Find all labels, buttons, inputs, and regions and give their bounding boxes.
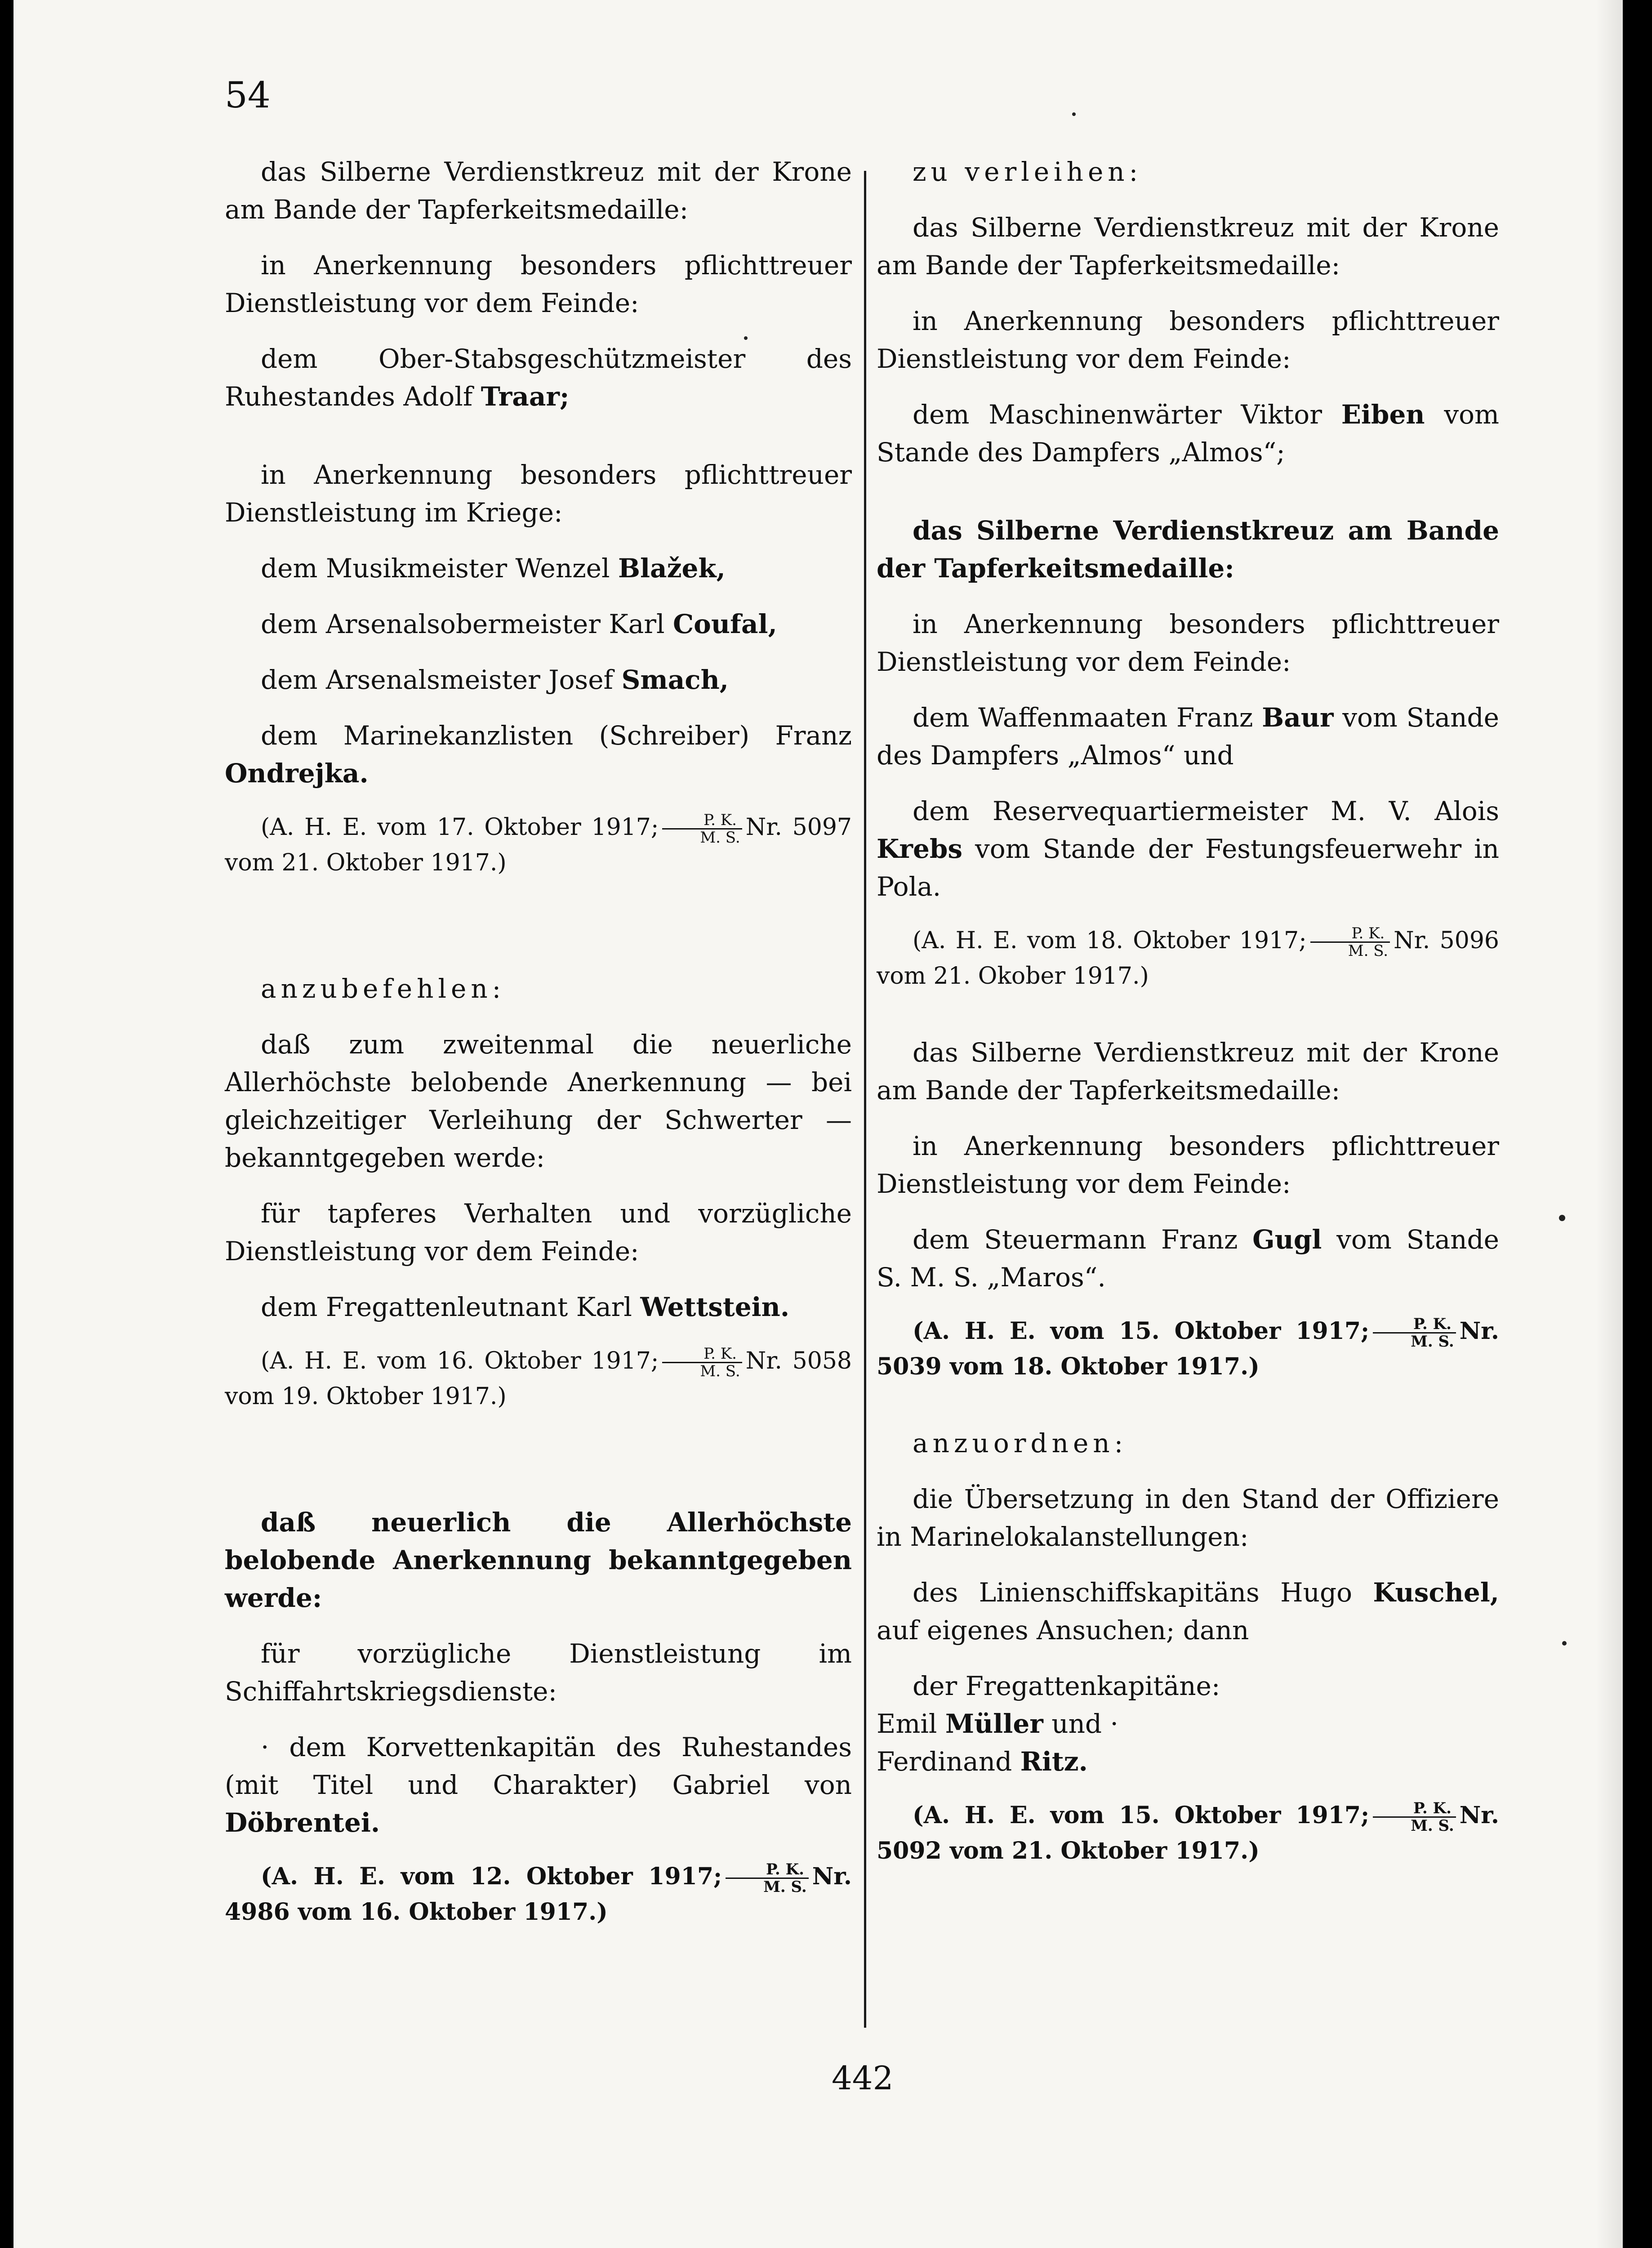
left-column [225,153,852,1929]
fraction-denominator: M. S. [700,1362,740,1380]
recipient-text: vom Stande des Dampfers „Almos“ und [877,702,1500,771]
recipient-name: Gugl [1252,1224,1322,1255]
fraction-numerator: P. K. [726,1861,809,1879]
recipient-entry [877,1574,1499,1649]
fraction-denominator: M. S. [1348,942,1389,960]
citation-text: Nr. 5096 vom 21. Okober 1917.) [877,927,1499,990]
citation-text: (A. H. E. vom 15. Oktober 1917; [913,1317,1370,1345]
award-reason: in Anerkennung besonders pflichttreuer Dienstleistung vor dem Feinde: [877,1131,1499,1199]
citation-text: Nr. 5092 vom 21. Oktober 1917.) [877,1802,1499,1864]
recipient-text: dem Musikmeister Wenzel [261,553,618,584]
fraction-numerator: P. K. [1373,1316,1456,1334]
section-heading: anzubefehlen: [261,973,506,1004]
recipient-text: dem Marinekanzlisten (Schreiber) Franz [261,720,852,751]
decree-text: daß neuerlich die Allerhöchste belobende Anerkennung bekanntgegeben werde: [225,1507,852,1613]
recipient-text: dem Maschinenwärter Viktor [913,399,1341,430]
ink-speck [1559,1215,1565,1221]
citation-text: (A. H. E. vom 18. Oktober 1917; [913,927,1307,954]
decree-text: die Übersetzung in den Stand der Offiziere in Marinelokalanstellungen: [877,1484,1499,1552]
recipient-name: Wettstein. [640,1292,790,1322]
award-reason: in Anerkennung besonders pflichttreuer Dienstleistung vor dem Feinde: [225,250,852,318]
citation [225,1344,852,1414]
citation [877,1798,1499,1868]
recipient-text: auf eigenes Ansuchen; dann [877,1615,1249,1646]
recipient-text: des Linienschiffskapitäns Hugo [913,1577,1373,1608]
recipient-name: Blažek, [618,553,726,584]
recipient-text: und · [1043,1708,1118,1739]
ink-speck [1562,1641,1567,1646]
sheet-number: 442 [832,2059,894,2097]
recipient-entry [877,1221,1499,1296]
recipient-entry [225,549,852,587]
section-heading: zu verleihen: [913,156,1143,187]
recipient-name: Müller [945,1708,1043,1739]
fraction [662,1346,742,1379]
recipient-entry [877,1705,1499,1743]
fraction [662,812,742,846]
citation-text: (A. H. E. vom 16. Oktober 1917; [261,1347,659,1374]
decree-text: daß zum zweitenmal die neuerliche Allerhöchste belobende Anerkennung — bei gleichzeitiger Verleihung der Schwerter — bekanntgegeben werde: [225,1029,852,1173]
citation [877,923,1499,993]
recipient-entry [877,792,1499,905]
fraction-numerator: P. K. [1373,1800,1456,1818]
fraction-denominator: M. S. [1411,1333,1454,1351]
recipient-name: Ondrejka. [225,758,369,789]
section-heading: anzuordnen: [913,1428,1128,1459]
fraction [726,1861,809,1895]
recipient-name: Krebs [877,834,963,864]
recipient-entry [225,1728,852,1842]
citation-text: Nr. 5097 vom 21. Oktober 1917.) [225,814,852,876]
decree-text: der Fregattenkapitäne: [913,1671,1220,1701]
citation-text: (A. H. E. vom 17. Oktober 1917; [261,814,659,841]
recipient-name: Döbrentei. [225,1807,380,1838]
fraction-denominator: M. S. [763,1878,807,1896]
recipient-entry [877,1743,1499,1780]
recipient-text: vom Stande S. M. S. „Maros“. [877,1224,1499,1293]
citation-text: Nr. 5058 vom 19. Oktober 1917.) [225,1347,852,1410]
recipient-text: dem Ober-Stabsgeschützmeister des Ruhestandes Adolf [225,343,852,412]
citation [225,1860,852,1929]
award-heading: das Silberne Verdienstkreuz mit der Krone am Bande der Tapferkeitsmedaille: [877,212,1499,281]
recipient-text: dem Fregattenleutnant Karl [261,1292,641,1322]
award-reason: für vorzügliche Dienstleistung im Schiffahrtskriegsdienste: [225,1638,852,1707]
fraction-numerator: P. K. [662,812,742,830]
recipient-text: vom Stande des Dampfers „Almos“; [877,399,1499,468]
recipient-text: dem Arsenalsobermeister Karl [261,609,673,639]
recipient-name: Eiben [1341,399,1425,430]
recipient-text: dem Waffenmaaten Franz [913,702,1262,733]
award-reason: für tapferes Verhalten und vorzügliche Dienstleistung vor dem Feinde: [225,1198,852,1267]
recipient-name: Ritz. [1020,1746,1088,1777]
recipient-text: Ferdinand [877,1746,1020,1777]
citation [225,810,852,880]
recipient-entry [225,717,852,792]
page-number: 54 [225,74,271,116]
recipient-text: Emil [877,1708,945,1739]
citation-text: Nr. 4986 vom 16. Oktober 1917.) [225,1863,852,1926]
award-reason: in Anerkennung besonders pflichttreuer Dienstleistung vor dem Feinde: [877,609,1499,677]
recipient-entry [225,661,852,699]
award-reason: in Anerkennung besonders pflichttreuer Dienstleistung im Kriege: [225,459,852,528]
recipient-name: Smach, [621,665,729,695]
fraction [1310,925,1390,959]
recipient-entry [225,340,852,415]
recipient-entry [877,396,1499,471]
recipient-entry [225,1288,852,1326]
citation-text: (A. H. E. vom 15. Oktober 1917; [913,1802,1370,1829]
fraction-denominator: M. S. [1411,1817,1454,1835]
recipient-text: dem Arsenalsmeister Josef [261,665,622,695]
fraction-denominator: M. S. [700,829,740,847]
citation-text: Nr. 5039 vom 18. Oktober 1917.) [877,1317,1499,1380]
citation-text: (A. H. E. vom 12. Oktober 1917; [261,1863,722,1890]
recipient-name: Coufal, [672,609,777,639]
ink-speck [1072,112,1076,116]
recipient-text: dem Steuermann Franz [913,1224,1253,1255]
recipient-entry [225,605,852,643]
recipient-text: dem Reservequartiermeister M. V. Alois [913,796,1499,826]
column-divider [864,171,866,2028]
fraction [1373,1316,1456,1350]
fraction-numerator: P. K. [662,1346,742,1363]
fraction [1373,1800,1456,1834]
citation [877,1314,1499,1384]
award-heading: das Silberne Verdienstkreuz mit der Krone am Bande der Tapferkeitsmedaille: [225,156,852,225]
fraction-numerator: P. K. [1310,925,1390,943]
recipient-name: Baur [1262,702,1334,733]
recipient-text: vom Stande der Festungsfeuerwehr in Pola. [877,834,1499,902]
right-column [877,153,1499,1868]
recipient-entry [877,699,1499,774]
award-reason: in Anerkennung besonders pflichttreuer Dienstleistung vor dem Feinde: [877,306,1499,374]
recipient-name: Traar; [481,381,570,412]
award-heading: das Silberne Verdienstkreuz am Bande der Tapferkeitsmedaille: [877,515,1499,584]
award-heading: das Silberne Verdienstkreuz mit der Krone am Bande der Tapferkeitsmedaille: [877,1037,1499,1106]
recipient-name: Kuschel, [1373,1577,1499,1608]
ink-speck [744,336,748,340]
recipient-text: · dem Korvettenkapitän des Ruhestandes (mit Titel und Charakter) Gabriel von [225,1732,852,1800]
